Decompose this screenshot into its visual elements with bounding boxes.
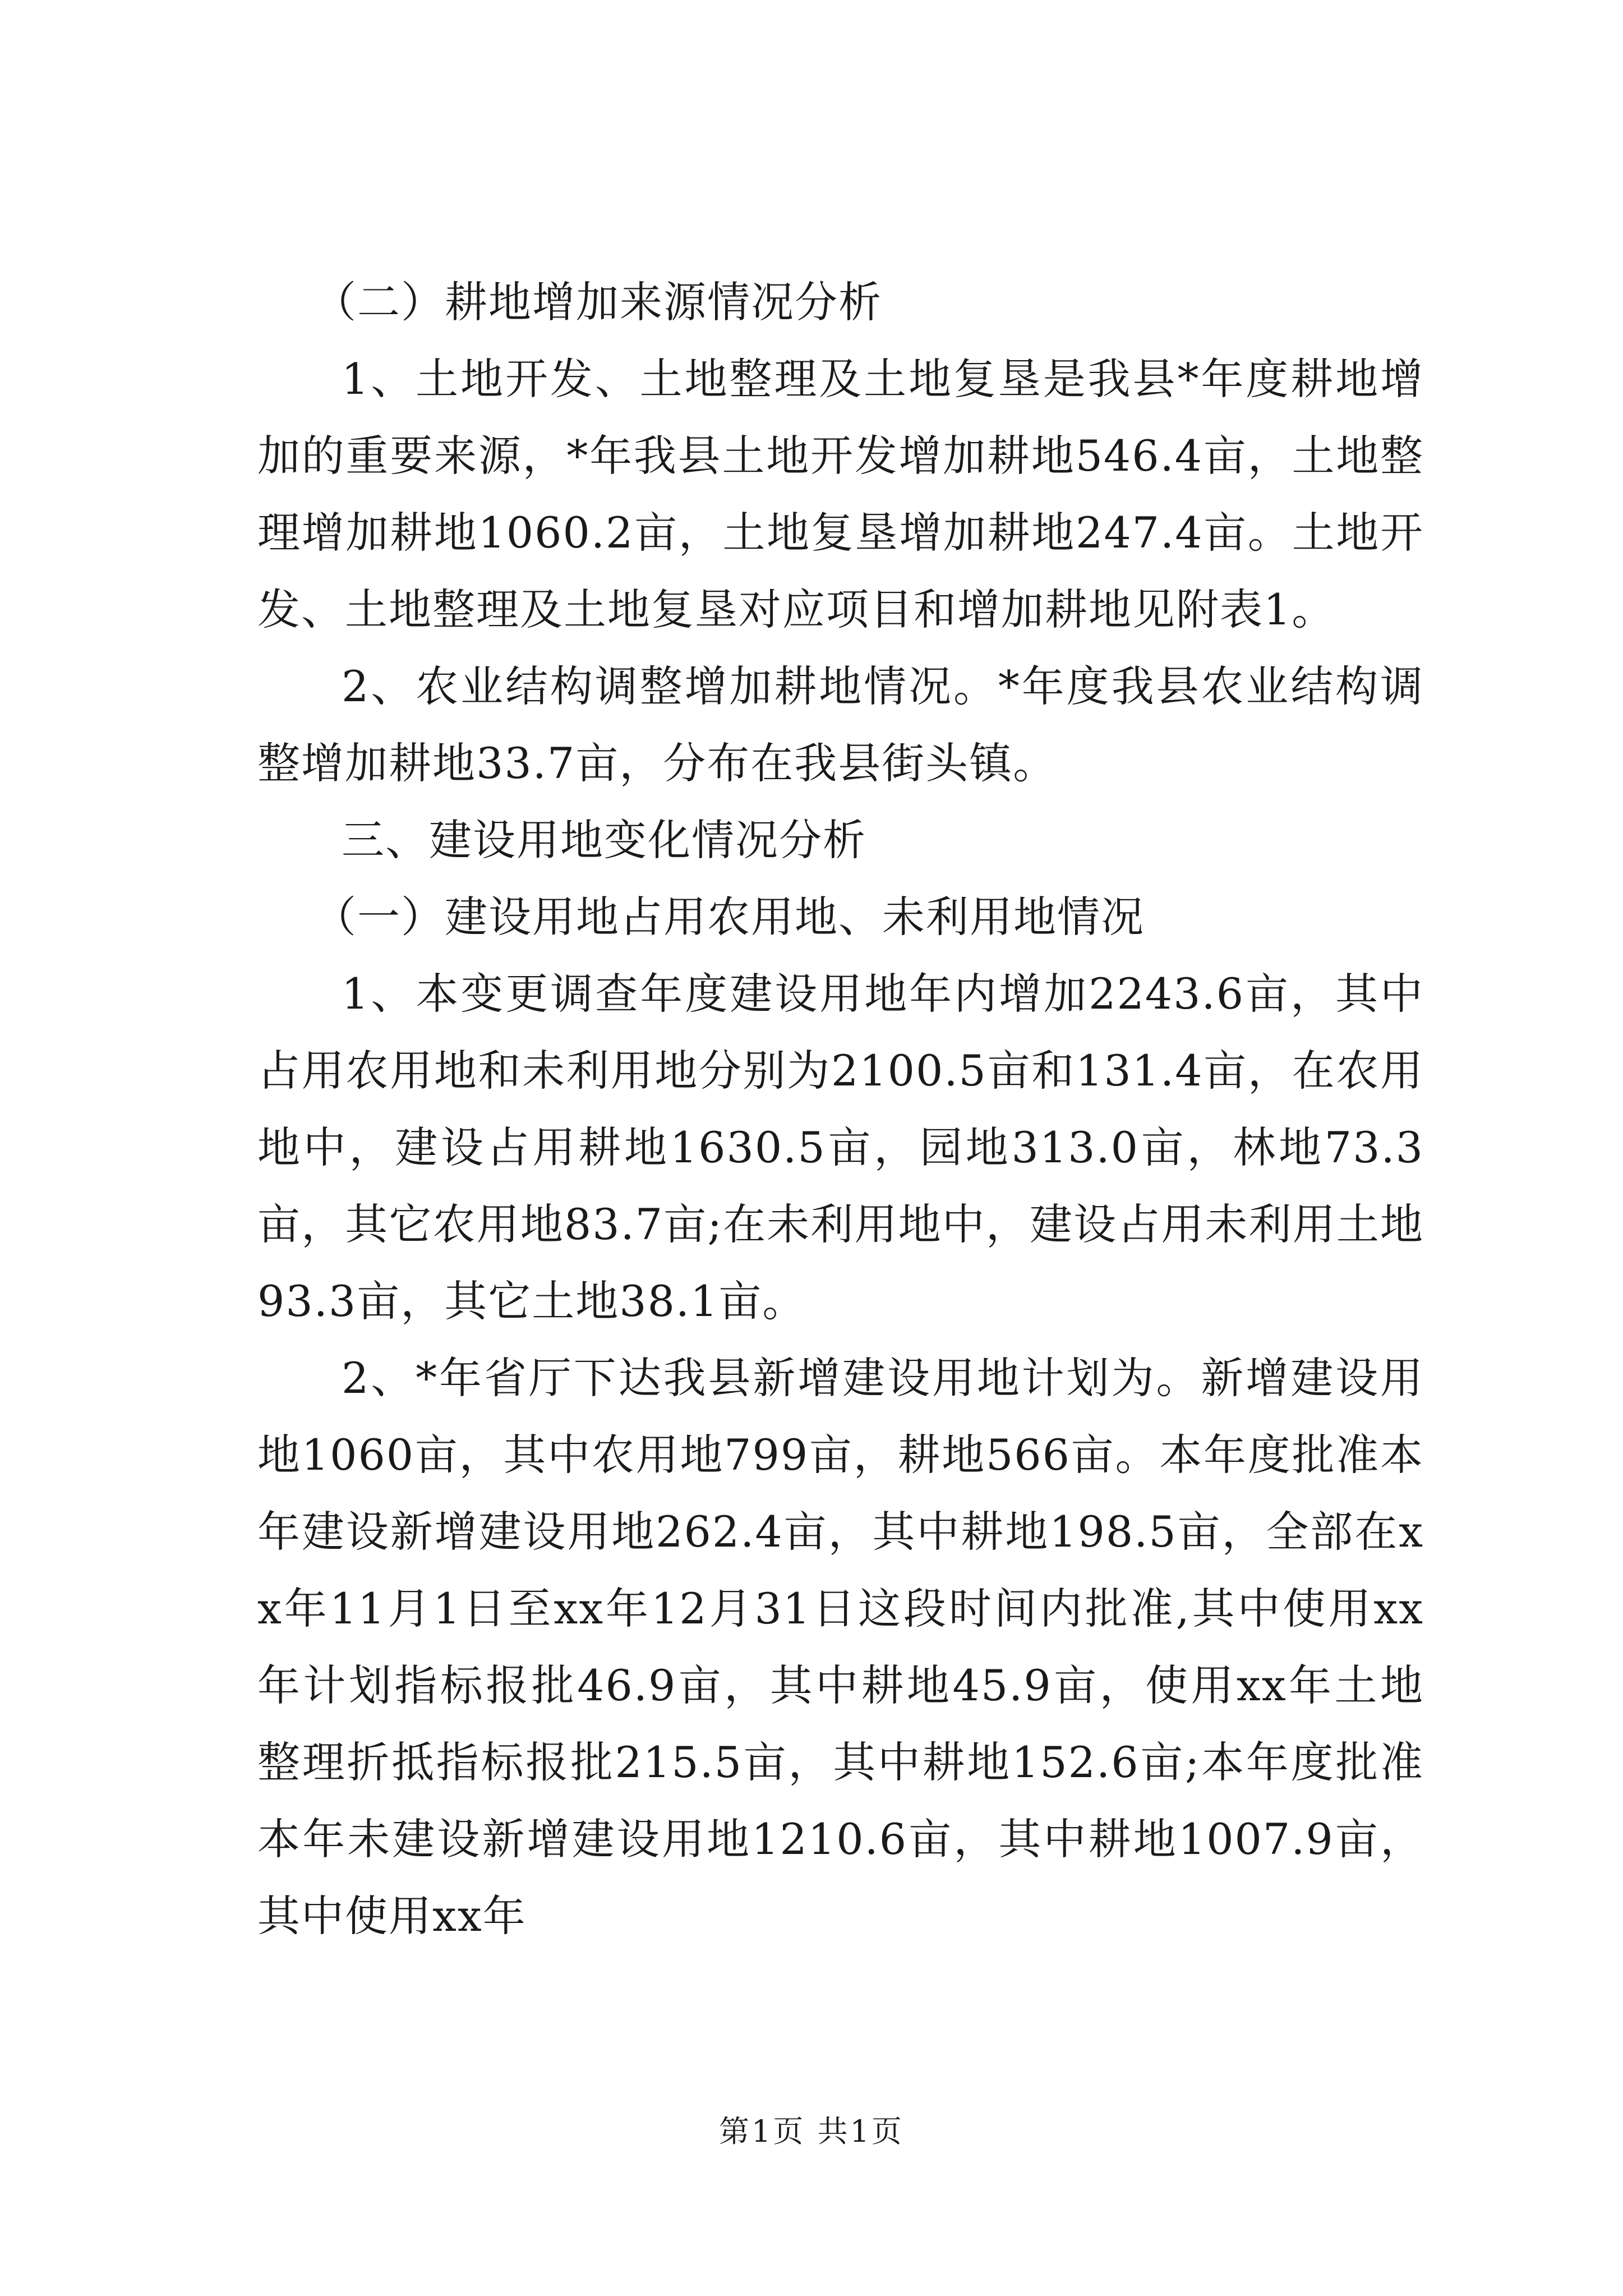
document-body — [257, 264, 1424, 1954]
section-heading-construction-land: 三、建设用地变化情况分析 — [342, 815, 866, 865]
paragraph-agricultural-restructuring: 2、农业结构调整增加耕地情况。*年度我县农业结构调整增加耕地33.7亩，分布在我县街头镇。 — [257, 661, 1424, 788]
paragraph-construction-land-increase: 1、本变更调查年度建设用地年内增加2243.6亩，其中占用农用地和未利用地分别为2100.5亩和131.4亩，在农用地中，建设占用耕地1630.5亩，园地313.0亩，林地73.3亩，其它农用地83.7亩;在未利用地中，建设占用未利用土地93.3亩，其它土地38.1亩。 — [257, 969, 1424, 1326]
paragraph-construction-land-plan: 2、*年省厅下达我县新增建设用地计划为。新增建设用地1060亩，其中农用地799亩，耕地566亩。本年度批准本年建设新增建设用地262.4亩，其中耕地198.5亩，全部在xx年11月1日至xx年12月31日这段时间内批准,其中使用xx年计划指标报批46.9亩，其中耕地45.9亩，使用xx年土地整理折抵指标报批215.5亩，其中耕地152.6亩;本年度批准本年未建设新增建设用地1210.6亩，其中耕地1007.9亩，其中使用xx年 — [257, 1353, 1424, 1941]
paragraph-land-development: 1、土地开发、土地整理及土地复垦是我县*年度耕地增加的重要来源，*年我县土地开发增加耕地546.4亩，土地整理增加耕地1060.2亩，土地复垦增加耕地247.4亩。土地开发、土地整理及土地复垦对应项目和增加耕地见附表1。 — [257, 354, 1424, 634]
section-heading-cultivated-land-sources: （二）耕地增加来源情况分析 — [313, 277, 882, 327]
page-number-footer: 第1页 共1页 — [719, 2114, 904, 2149]
subsection-heading-land-occupation: （一）建设用地占用农用地、未利用地情况 — [313, 892, 1145, 942]
